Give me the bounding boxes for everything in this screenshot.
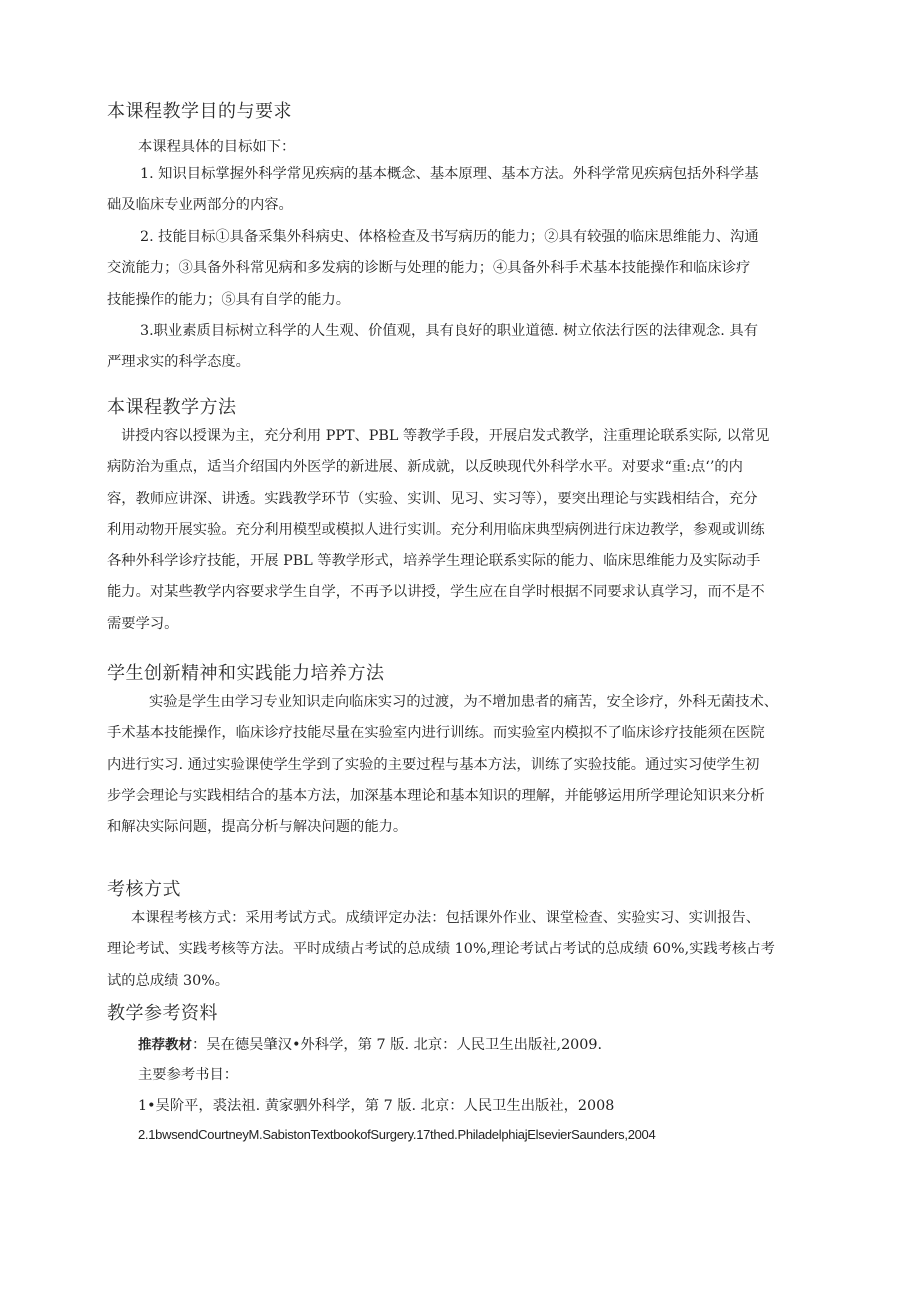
text-line: 1. 知识目标掌握外科学常见疾病的基本概念、基本原理、基本方法。外科学常见疾病包括外科学基 (140, 166, 759, 182)
objectives-intro: 本课程具体的目标如下： (138, 139, 296, 155)
textbook-text: ：吴在德吴肇汉•外科学，第 7 版. 北京：人民卫生出版社,2009. (192, 1037, 603, 1053)
objective-skills (107, 222, 815, 316)
section-heading-methods: 本课程教学方法 (107, 397, 237, 418)
section-heading-assessment: 考核方式 (107, 879, 181, 900)
reference-item-1: 1•吴阶平，裘法祖. 黄家驷外科学，第 7 版. 北京：人民卫生出版社，2008 (138, 1098, 615, 1114)
text-line: 讲授内容以授课为主，充分利用 PPT、PBL 等教学手段，开展启发式教学，注重理论联系实际, 以常见 (121, 428, 770, 444)
text-line: 各种外科学诊疗技能，开展 PBL 等教学形式，培养学生理论联系实际的能力、临床思维能力及实际动手 (107, 553, 761, 570)
text-line: 步学会理论与实践相结合的基本方法，加深基本理论和基本知识的理解，并能够运用所学理论知识来分析 (107, 787, 765, 804)
text-line: 利用动物开展实验。充分利用模型或模拟人进行实训。充分利用临床典型病例进行床边教学，参观或训练 (107, 521, 765, 538)
text-line: 试的总成绩 30%。 (107, 972, 230, 989)
assessment-paragraph (107, 903, 815, 997)
text-line: 交流能力；③具备外科常见病和多发病的诊断与处理的能力；④具备外科手术基本技能操作和临床诊疗 (107, 260, 751, 277)
text-line: 病防治为重点，适当介绍国内外医学的新进展、新成就，以反映现代外科学水平。对要求“重:点‘’的内 (107, 459, 743, 476)
text-line: 2. 技能目标①具备采集外科病史、体格检查及书写病历的能力；②具有较强的临床思维能力、沟通 (140, 229, 759, 245)
text-line: 严理求实的科学态度。 (107, 354, 250, 371)
textbook-label: 推荐教材 (138, 1037, 192, 1053)
text-line: 础及临床专业两部分的内容。 (107, 197, 293, 214)
text-line: 容，教师应讲深、讲透。实践教学环节（实验、实训、见习、实习等），要突出理论与实践相结合，充分 (107, 490, 758, 507)
text-line: 能力。对某些教学内容要求学生自学，不再予以讲授，学生应在自学时根据不同要求认真学习，而不是不 (107, 584, 765, 601)
text-line: 本课程考核方式：采用考试方式。成绩评定办法：包括课外作业、课堂检查、实验实习、实训报告、 (131, 910, 761, 926)
recommended-textbook (138, 1033, 602, 1054)
objective-knowledge (107, 159, 815, 222)
objective-professional (107, 316, 815, 379)
text-line: 需要学习。 (107, 615, 179, 632)
reference-item-2: 2.1bwsendCourtneyM.SabistonTextbookofSurgery.17thed.PhiladelphiajElsevierSaunders,2004 (138, 1127, 656, 1142)
innovation-paragraph (107, 687, 815, 843)
methods-paragraph (107, 421, 815, 640)
text-line: 3.职业素质目标树立科学的人生观、价值观，具有良好的职业道德. 树立依法行医的法律观念. 具有 (140, 323, 758, 339)
section-heading-objectives: 本课程教学目的与要求 (107, 101, 292, 122)
text-line: 理论考试、实践考核等方法。平时成绩占考试的总成绩 10%,理论考试占考试的总成绩 60%,实践考核占考 (107, 941, 775, 958)
references-label: 主要参考书目： (138, 1067, 239, 1083)
section-heading-references: 教学参考资料 (107, 1003, 218, 1024)
section-heading-innovation: 学生创新精神和实践能力培养方法 (107, 663, 385, 684)
text-line: 技能操作的能力；⑤具有自学的能力。 (107, 291, 351, 308)
text-line: 和解决实际问题，提高分析与解决问题的能力。 (107, 819, 408, 836)
text-line: 实验是学生由学习专业知识走向临床实习的过渡，为不增加患者的痛苦，安全诊疗，外科无菌技术、 (149, 694, 779, 710)
text-line: 手术基本技能操作，临床诊疗技能尽量在实验室内进行训练。而实验室内模拟不了临床诊疗技能须在医院 (107, 725, 765, 742)
text-line: 内进行实习. 通过实验课使学生学到了实验的主要过程与基本方法，训练了实验技能。通过实习使学生初 (107, 756, 760, 773)
